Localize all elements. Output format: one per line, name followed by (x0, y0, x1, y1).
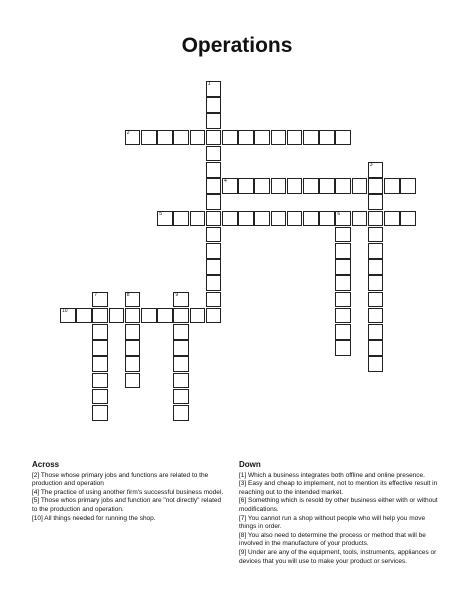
crossword-cell[interactable] (206, 211, 222, 227)
down-clue: [6] Something which is resold by other business either with or without modifications. (239, 497, 438, 513)
crossword-cell[interactable] (125, 308, 141, 324)
crossword-cell[interactable] (222, 130, 238, 146)
crossword-cell[interactable] (92, 292, 108, 308)
down-clue: [9] Under are any of the equipment, tools, instruments, appliances or devices that you will use to make your product or services. (239, 548, 437, 565)
crossword-cell[interactable] (335, 243, 351, 259)
crossword-cell[interactable] (206, 308, 222, 324)
crossword-cell[interactable] (352, 178, 368, 194)
crossword-cell[interactable] (173, 324, 189, 340)
crossword-cell[interactable] (335, 275, 351, 291)
crossword-cell[interactable] (368, 259, 384, 275)
crossword-cell[interactable] (335, 259, 351, 275)
crossword-cell[interactable] (303, 130, 319, 146)
crossword-cell[interactable] (173, 292, 189, 308)
crossword-cell[interactable] (319, 211, 335, 227)
crossword-cell[interactable] (319, 178, 335, 194)
crossword-cell[interactable] (60, 308, 76, 324)
crossword-cell[interactable] (76, 308, 92, 324)
crossword-cell[interactable] (92, 373, 108, 389)
crossword-cell[interactable] (335, 324, 351, 340)
crossword-cell[interactable] (190, 130, 206, 146)
crossword-cell[interactable] (92, 324, 108, 340)
puzzle-title: Operations (181, 34, 293, 57)
crossword-cell[interactable] (335, 178, 351, 194)
across-clue: [10] All things needed for running the shop. (32, 514, 156, 522)
clue-number: 8 (126, 291, 130, 298)
clue-number: 2 (126, 129, 130, 136)
across-clue: [5] Those whos primary jobs and function are "not directly" related to the production and operation. (32, 497, 222, 513)
down-heading: Down (239, 460, 261, 469)
crossword-cell[interactable] (254, 178, 270, 194)
across-clues-section (32, 461, 228, 523)
down-clues-section (239, 461, 439, 566)
crossword-cell[interactable] (141, 130, 157, 146)
crossword-cell[interactable] (125, 324, 141, 340)
across-heading: Across (32, 460, 60, 469)
crossword-cell[interactable] (125, 373, 141, 389)
crossword-cell[interactable] (368, 356, 384, 372)
crossword-cell[interactable] (254, 130, 270, 146)
crossword-cell[interactable] (173, 340, 189, 356)
crossword-cell[interactable] (173, 405, 189, 421)
crossword-cell[interactable] (222, 178, 238, 194)
down-clue: [1] Which a business integrates both offline and online presence. (239, 471, 425, 479)
crossword-cell[interactable] (173, 373, 189, 389)
crossword-cell[interactable] (206, 162, 222, 178)
crossword-cell[interactable] (254, 211, 270, 227)
crossword-cell[interactable] (141, 308, 157, 324)
crossword-cell[interactable] (335, 292, 351, 308)
crossword-cell[interactable] (157, 308, 173, 324)
clue-number: 4 (224, 178, 227, 185)
crossword-cell[interactable] (173, 130, 189, 146)
crossword-cell[interactable] (206, 227, 222, 243)
crossword-cell[interactable] (368, 243, 384, 259)
crossword-cell[interactable] (303, 211, 319, 227)
crossword-cell[interactable] (173, 308, 189, 324)
crossword-cell[interactable] (368, 211, 384, 227)
clue-number: 3 (369, 162, 373, 168)
across-clue: [4] The practice of using another firm's successful business model. (32, 488, 224, 496)
down-clue: [3] Easy and cheap to implement, not to mention its effective result in reaching out to the intended market. (239, 480, 438, 496)
crossword-cell[interactable] (206, 194, 222, 210)
crossword-cell[interactable] (287, 211, 303, 227)
crossword-cell[interactable] (206, 292, 222, 308)
crossword-cell[interactable] (125, 356, 141, 372)
crossword-cell[interactable] (368, 292, 384, 308)
across-clue: [2] Those whose primary jobs and functions are related to the production and operation (32, 471, 209, 488)
crossword-cell[interactable] (238, 211, 254, 227)
crossword-cell[interactable] (206, 113, 222, 129)
clue-number: 1 (207, 81, 211, 87)
crossword-cell[interactable] (368, 340, 384, 356)
crossword-cell[interactable] (173, 211, 189, 227)
crossword-cell[interactable] (109, 308, 125, 324)
crossword-cell[interactable] (206, 81, 222, 97)
crossword-cell[interactable] (384, 211, 400, 227)
crossword-cell[interactable] (206, 243, 222, 259)
crossword-cell[interactable] (287, 178, 303, 194)
crossword-cell[interactable] (206, 259, 222, 275)
crossword-cell[interactable] (92, 340, 108, 356)
down-clue: [8] You also need to determine the process or method that will be involved in the manufacture of your products. (239, 531, 426, 548)
crossword-cell[interactable] (368, 227, 384, 243)
crossword-cell[interactable] (319, 130, 335, 146)
crossword-cell[interactable] (173, 389, 189, 405)
crossword-cell[interactable] (190, 308, 206, 324)
crossword-cell[interactable] (368, 194, 384, 210)
crossword-cell[interactable] (400, 211, 416, 227)
crossword-cell[interactable] (368, 275, 384, 291)
clue-number: 10 (62, 307, 68, 314)
crossword-cell[interactable] (335, 308, 351, 324)
crossword-cell[interactable] (238, 178, 254, 194)
crossword-cell[interactable] (206, 146, 222, 162)
crossword-cell[interactable] (368, 308, 384, 324)
crossword-cell[interactable] (271, 130, 287, 146)
crossword-cell[interactable] (335, 340, 351, 356)
crossword-cell[interactable] (271, 178, 287, 194)
crossword-cell[interactable] (206, 130, 222, 146)
crossword-cell[interactable] (206, 178, 222, 194)
crossword-cell[interactable] (335, 227, 351, 243)
crossword-cell[interactable] (303, 178, 319, 194)
crossword-cell[interactable] (400, 178, 416, 194)
crossword-cell[interactable] (384, 178, 400, 194)
crossword-cell[interactable] (92, 405, 108, 421)
crossword-cell[interactable] (173, 356, 189, 372)
crossword-cell[interactable] (206, 275, 222, 291)
crossword-cell[interactable] (125, 340, 141, 356)
crossword-cell[interactable] (352, 211, 368, 227)
crossword-cell[interactable] (125, 130, 141, 146)
down-clue: [7] You cannot run a shop without people who will help you move things in order. (239, 514, 426, 531)
crossword-cell[interactable] (92, 356, 108, 372)
crossword-cell[interactable] (206, 97, 222, 113)
crossword-cell[interactable] (335, 211, 351, 227)
clue-number: 9 (175, 291, 179, 298)
clue-number: 5 (159, 210, 162, 217)
crossword-cell[interactable] (190, 211, 206, 227)
crossword-cell[interactable] (92, 389, 108, 405)
crossword-cell[interactable] (125, 292, 141, 308)
crossword-cell[interactable] (368, 178, 384, 194)
clue-number: 6 (337, 210, 341, 217)
crossword-cell[interactable] (287, 130, 303, 146)
crossword-cell[interactable] (368, 162, 384, 178)
crossword-cell[interactable] (271, 211, 287, 227)
crossword-cell[interactable] (238, 130, 254, 146)
crossword-cell[interactable] (222, 211, 238, 227)
clue-number: 7 (94, 291, 98, 298)
crossword-cell[interactable] (157, 130, 173, 146)
crossword-cell[interactable] (335, 130, 351, 146)
crossword-cell[interactable] (92, 308, 108, 324)
crossword-cell[interactable] (157, 211, 173, 227)
crossword-cell[interactable] (368, 324, 384, 340)
